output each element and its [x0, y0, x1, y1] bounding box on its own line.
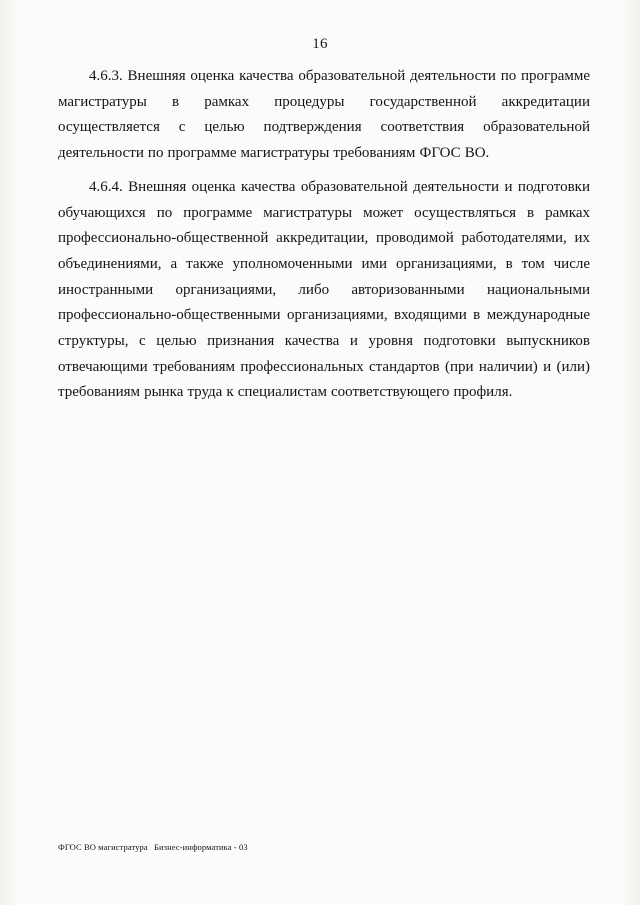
page-number: 16 — [312, 36, 328, 52]
footer-standard: ФГОС ВО магистратура — [58, 842, 148, 852]
paragraph-4-6-4: 4.6.4. Внешняя оценка качества образовательной деятельности и подготовки обучающихся по программе магистратуры может осуществляться в рамках профессионально-общественной аккредитации, проводимой работодателями, их объединениями, а также уполномоченными ими организациями, в том числе иностранными организациями, либо авторизованными национальными профессионально-общественными организациями, входящими в международные структуры, с целью признания качества и уровня подготовки выпускников отвечающими требованиям профессиональных стандартов (при наличии) и (или) требованиям рынка труда к специалистам соответствующего профиля. — [58, 178, 590, 401]
page-footer — [58, 842, 248, 852]
document-body — [58, 64, 590, 414]
footer-direction: Бизнес-информатика - 03 — [154, 842, 248, 852]
paragraph-4-6-3: 4.6.3. Внешняя оценка качества образовательной деятельности по программе магистратуры в рамках процедуры государственной аккредитации осуществляется с целью подтверждения соответствия образовательной деятельности по программе магистратуры требованиям ФГОС ВО. — [58, 68, 590, 162]
